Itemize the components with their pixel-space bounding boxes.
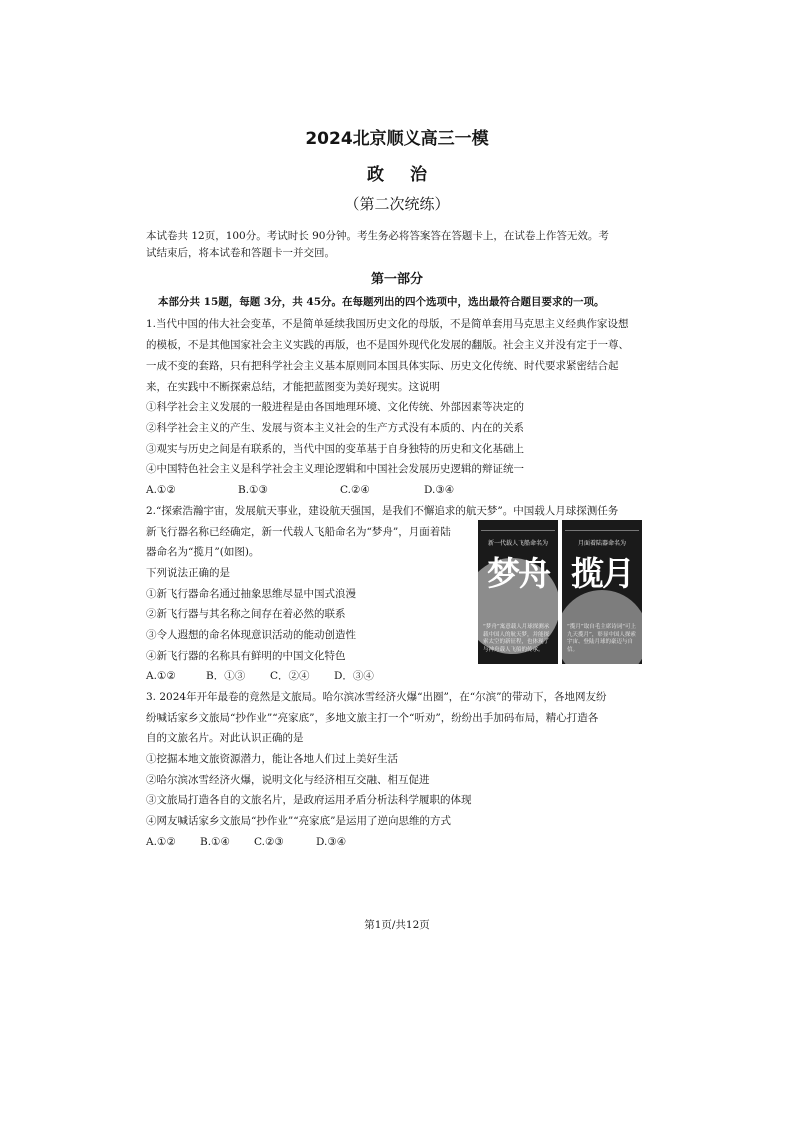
q3-option-c[interactable]: C.②③ [254,836,284,848]
poster-mengzhou [478,520,558,664]
q1-options [146,483,454,497]
q2-statement: ④新飞行器的名称具有鲜明的中国文化特色 [146,650,346,662]
q1-option-c[interactable]: C.②④ [340,484,370,496]
q3-stem-line: 自的文旅名片。对此认识正确的是 [146,732,304,744]
poster-lanyue [562,520,642,664]
exam-title: 2024北京顺义高三一模 [305,129,489,149]
q1-option-b[interactable]: B.①③ [238,484,268,496]
poster-header-bar [565,524,639,531]
q3-statement: ①挖掘本地文旅资源潜力，能让各地人们过上美好生活 [146,753,398,765]
q2-option-d[interactable]: D．③④ [334,670,374,682]
poster-subtitle: 月面着陆器命名为 [577,540,626,547]
q3-option-b[interactable]: B.①④ [200,836,230,848]
page-number: 第1页/共12页 [364,919,430,931]
q2-statement: ③令人遐想的命名体现意识活动的能动创造性 [146,629,356,641]
part-instruction: 本部分共 15题，每题 3分，共 45分。在每题列出的四个选项中，选出最符合题目要求的一项。 [158,296,605,308]
exam-subject: 政治 [367,165,453,185]
poster-text: “揽月”取自毛主席诗词“可上九天揽月”，彰显中国人探索宇宙、登陆月球的豪迈与自信。 [567,624,637,653]
q1-statement: ②科学社会主义的产生、发展与资本主义社会的生产方式没有本质的、内在的关系 [146,422,524,434]
q2-stem-line: 下列说法正确的是 [146,567,230,579]
q1-statement: ④中国特色社会主义是科学社会主义理论逻辑和中国社会发展历史逻辑的辩证统一 [146,463,524,475]
poster-name: 梦舟 [487,554,549,593]
q1-stem-line: 一成不变的套路，只有把科学社会主义基本原则同本国具体实际、历史文化传统、时代要求紧密结合起 [146,360,619,372]
q3-options [146,835,346,849]
q1-stem-line: 1.当代中国的伟大社会变革，不是简单延续我国历史文化的母版，不是简单套用马克思主义经典作家设想 [146,318,629,330]
q1-statement: ①科学社会主义发展的一般进程是由各国地理环境、文化传统、外部因素等决定的 [146,401,524,413]
intro-line-1: 本试卷共 12页，100分。考试时长 90分钟。考生务必将答案答在答题卡上，在试卷上作答无效。考 [146,230,609,242]
q2-options [146,669,374,683]
q2-stem-line: 新飞行器名称已经确定，新一代载人飞船命名为“梦舟”，月面着陆 [146,526,451,538]
q1-stem-line: 来，在实践中不断探索总结，才能把蓝图变为美好现实。这说明 [146,381,440,393]
q3-statement: ③文旅局打造各自的文旅名片，是政府运用矛盾分析法科学履职的体现 [146,794,472,806]
q2-option-a[interactable]: A.①② [146,670,176,682]
q3-stem-line: 纷喊话家乡文旅局“抄作业”“亮家底”，多地文旅主打一个“听劝”，纷纷出手加码布局，精心打造各 [146,712,599,724]
q1-option-a[interactable]: A.①② [146,484,176,496]
q2-statement: ②新飞行器与其名称之间存在着必然的联系 [146,608,346,620]
q3-option-d[interactable]: D.③④ [316,836,347,848]
q3-option-a[interactable]: A.①② [146,836,176,848]
part-title: 第一部分 [370,272,423,287]
q1-statement: ③观实与历史之间是有联系的，当代中国的变革基于自身独特的历史和文化基础上 [146,443,524,455]
q2-stem-line: 器命名为“揽月”(如图)。 [146,546,260,558]
q3-statement: ②哈尔滨冰雪经济火爆，说明文化与经济相互交融、相互促进 [146,774,430,786]
q2-figure [478,520,642,664]
poster-name: 揽月 [571,554,633,593]
intro-line-2: 试结束后，将本试卷和答题卡一并交回。 [146,247,335,259]
poster-text: “梦舟”寓意载人月球探测承载中国人的航天梦，并能探索太空的新征程，也体现了与神舟载人飞船的传承。 [483,624,550,653]
q1-option-d[interactable]: D.③④ [424,484,455,496]
q2-option-c[interactable]: C．②④ [270,670,310,682]
q2-statement: ①新飞行器命名通过抽象思维尽显中国式浪漫 [146,588,356,600]
q1-stem-line: 的模板，不是其他国家社会主义实践的再版，也不是国外现代化发展的翻版。社会主义并没有定于一尊、 [146,339,629,351]
q3-stem-line: 3. 2024年开年最卷的竟然是文旅局。哈尔滨冰雪经济火爆“出圈”，在“尔滨”的带动下，各地网友纷 [146,691,607,703]
exam-round: （第二次统练） [344,195,450,213]
q3-statement: ④网友喊话家乡文旅局“抄作业”“亮家底”是运用了逆向思维的方式 [146,815,451,827]
poster-header-bar [481,524,555,531]
q2-option-b[interactable]: B．①③ [206,670,246,682]
q2-stem-line: 2.“探索浩瀚宇宙，发展航天事业，建设航天强国，是我们不懈追求的航天梦”。中国载人月球探测任务 [146,505,619,517]
poster-subtitle: 新一代载人飞船命名为 [487,540,548,547]
